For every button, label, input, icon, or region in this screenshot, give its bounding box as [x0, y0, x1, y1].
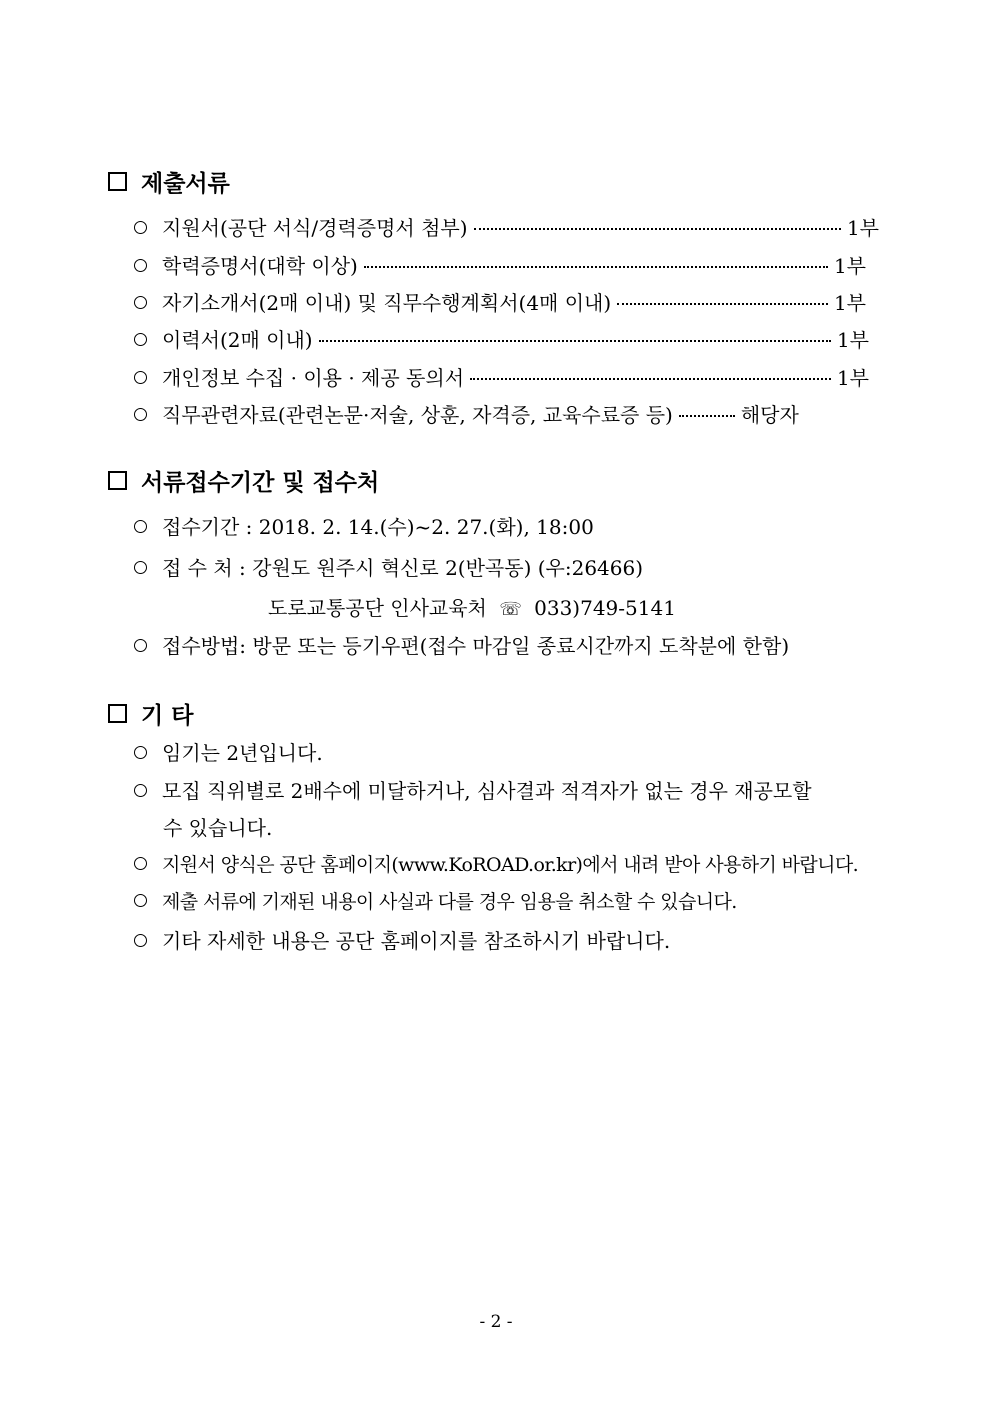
- etc-text: 지원서 양식은 공단 홈페이지(www.KoROAD.or.kr)에서 내려 받아 사용하기 바랍니다.: [162, 854, 859, 876]
- item-text: 이력서(2매 이내): [162, 328, 313, 352]
- list-item: [134, 552, 643, 581]
- dot-leader: [679, 415, 735, 417]
- item-qty: 해당자: [740, 403, 799, 427]
- list-item: [134, 850, 858, 877]
- section-title-text: 기 타: [141, 703, 194, 729]
- receipt-phone: 033)749-5141: [534, 596, 676, 620]
- receipt-office: 도로교통공단 인사교육처: [268, 596, 487, 620]
- circle-bullet-icon: [134, 520, 147, 533]
- section-title-docs: [108, 165, 230, 198]
- item-qty: 1부: [836, 366, 869, 390]
- section-title-etc: [108, 697, 193, 730]
- circle-bullet-icon: [134, 561, 147, 574]
- item-text: 학력증명서(대학 이상): [162, 254, 358, 278]
- receipt-period: 접수기간 : 2018. 2. 14.(수)~2. 27.(화), 18:00: [162, 515, 594, 539]
- receipt-method: 접수방법: 방문 또는 등기우편(접수 마감일 종료시간까지 도착분에 한함): [162, 634, 790, 658]
- list-item: [134, 511, 594, 540]
- list-item: [134, 630, 789, 659]
- dot-leader: [319, 340, 831, 342]
- list-item: [134, 399, 872, 428]
- circle-bullet-icon: [134, 333, 147, 346]
- list-item: [134, 887, 737, 914]
- etc-continuation: 수 있습니다.: [163, 816, 273, 840]
- receipt-place: 접 수 처 : 강원도 원주시 혁신로 2(반곡동) (우:26466): [162, 556, 644, 580]
- dot-leader: [474, 228, 841, 230]
- receipt-office-line: [268, 592, 676, 621]
- list-item: [134, 775, 812, 804]
- circle-bullet-icon: [134, 934, 147, 947]
- list-item: [134, 250, 866, 279]
- etc-text: 모집 직위별로 2배수에 미달하거나, 심사결과 적격자가 없는 경우 재공모할: [162, 779, 812, 803]
- list-item: [134, 287, 866, 316]
- item-text: 자기소개서(2매 이내) 및 직무수행계획서(4매 이내): [162, 291, 612, 315]
- item-qty: 1부: [833, 291, 866, 315]
- item-text: 직무관련자료(관련논문·저술, 상훈, 자격증, 교육수료증 등): [162, 403, 673, 427]
- circle-bullet-icon: [134, 371, 147, 384]
- etc-text: 기타 자세한 내용은 공단 홈페이지를 참조하시기 바랍니다.: [162, 929, 671, 953]
- dot-leader: [470, 378, 831, 380]
- list-item: [134, 212, 879, 241]
- etc-text: 제출 서류에 기재된 내용이 사실과 다를 경우 임용을 취소할 수 있습니다.: [162, 891, 737, 913]
- item-qty: 1부: [846, 216, 879, 240]
- item-qty: 1부: [833, 254, 866, 278]
- circle-bullet-icon: [134, 894, 147, 907]
- circle-bullet-icon: [134, 639, 147, 652]
- list-item: [134, 925, 670, 954]
- dot-leader: [617, 303, 828, 305]
- section-title-text: 서류접수기간 및 접수처: [141, 470, 380, 496]
- circle-bullet-icon: [134, 296, 147, 309]
- item-qty: 1부: [836, 328, 869, 352]
- circle-bullet-icon: [134, 259, 147, 272]
- section-title-text: 제출서류: [141, 171, 230, 197]
- list-item: [134, 362, 869, 391]
- section-title-receipt: [108, 464, 379, 497]
- page-number: - 2 -: [479, 1312, 513, 1332]
- circle-bullet-icon: [134, 221, 147, 234]
- list-item: [134, 324, 869, 353]
- checkbox-square-icon: [108, 172, 127, 191]
- circle-bullet-icon: [134, 784, 147, 797]
- telephone-icon: ☏: [499, 599, 522, 620]
- checkbox-square-icon: [108, 704, 127, 723]
- item-text: 지원서(공단 서식/경력증명서 첨부): [162, 216, 468, 240]
- list-item: [134, 737, 323, 766]
- etc-text: 임기는 2년입니다.: [162, 741, 323, 765]
- item-text: 개인정보 수집 · 이용 · 제공 동의서: [162, 366, 465, 390]
- checkbox-square-icon: [108, 471, 127, 490]
- circle-bullet-icon: [134, 857, 147, 870]
- dot-leader: [364, 266, 828, 268]
- circle-bullet-icon: [134, 746, 147, 759]
- circle-bullet-icon: [134, 408, 147, 421]
